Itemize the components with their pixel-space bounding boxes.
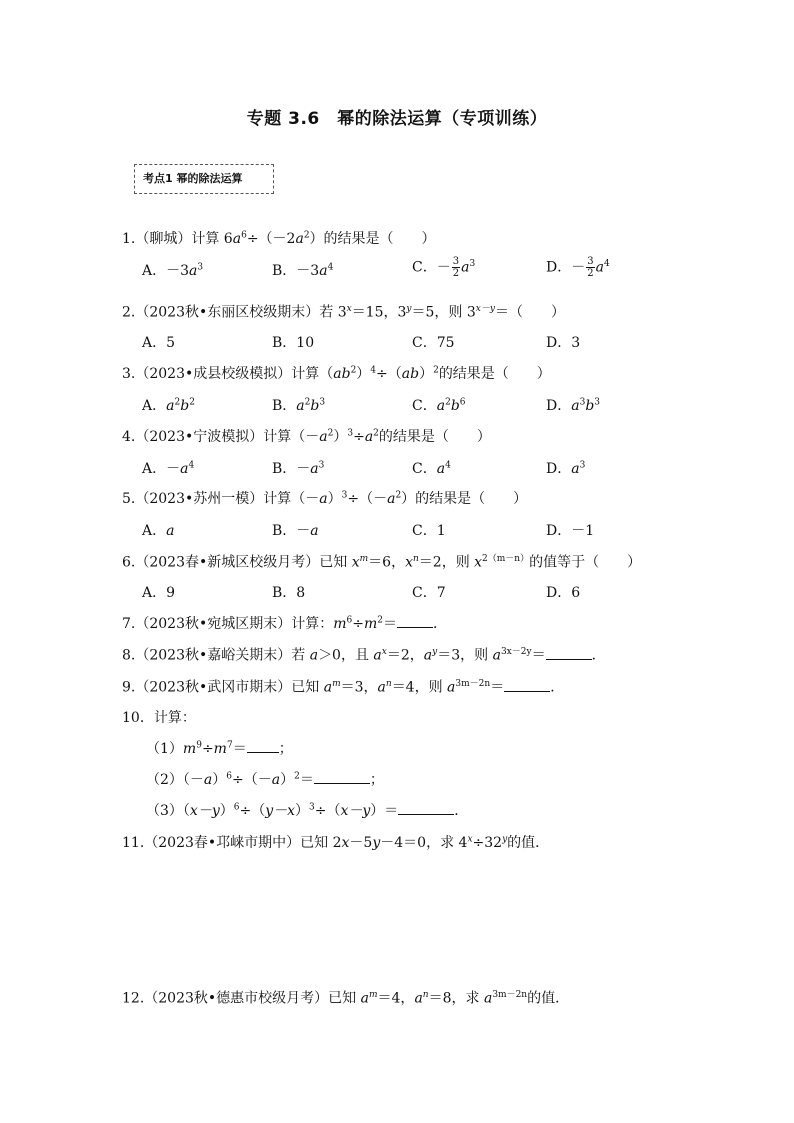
answer-blank[interactable] (314, 771, 370, 784)
answer-blank[interactable] (398, 802, 454, 815)
question-7: 7.（2023秋•宛城区期末）计算：$m^6\div m^2=$ ． (122, 615, 448, 632)
option-c: C．$a^2b^6$ (412, 397, 466, 414)
question-1: 1.（聊城）计算 $6a^6\div(-2a^2)$的结果是（ ） (122, 230, 436, 247)
question-11: 11.（2023春•邛崃市期中）已知 2x－5y－4＝0，求 $4^x\div 32^y$的值． (122, 834, 550, 851)
question-6-options (142, 582, 662, 604)
question-1-options (142, 256, 662, 282)
question-3-options (142, 395, 662, 417)
question-6: 6.（2023春•新城区校级月考）已知 $x^m=6$，$x^n=2$，则 $x^{2(m-n)}$的值等于（ ） (122, 554, 642, 571)
question-10-part-3: $(3)(x-y)^6\div(y-x)^3\div(x-y)=$ ． (146, 802, 469, 819)
option-c: C．7 (412, 585, 446, 601)
option-c: C．$a^4$ (412, 460, 451, 477)
option-c: C．－ $\frac{3}{2}$ $a^3$ (412, 256, 476, 279)
option-a: A．5 (142, 335, 176, 351)
question-5: 5.（2023•苏州一模）计算$(-a)^3\div(-a^2)$的结果是（ ） (122, 490, 528, 507)
option-b: B．－a (272, 523, 319, 539)
option-d: D．－1 (546, 523, 595, 539)
question-4-options (142, 458, 662, 480)
question-10-part-2: $(2)(-a)^6\div(-a)^2=$ ； (146, 771, 384, 788)
option-d: D．－ $\frac{3}{2}$ $a^4$ (546, 256, 610, 279)
question-12: 12.（2023秋•德惠市校级月考）已知 $a^m=4$，$a^n=8$，求 $a^{3m-2n}$的值． (122, 990, 570, 1007)
answer-blank[interactable] (397, 615, 433, 628)
question-2: 2.（2023秋•东丽区校级期末）若 $3^x=15$，$3^y=5$，则 $3^{x-y}=$（ ） (122, 304, 565, 321)
option-a: A．$-3a^3$ (142, 262, 204, 279)
option-c: C．1 (412, 523, 446, 539)
answer-blank[interactable] (504, 679, 550, 692)
option-a: A．a (142, 523, 175, 539)
question-8: 8.（2023秋•嘉峪关期末）若 a＞0，且 $a^x=2$，$a^y=3$，则 $a^{3x-2y}=$ ． (122, 647, 606, 664)
question-2-options (142, 332, 662, 354)
option-b: B．$a^2b^3$ (272, 397, 326, 414)
answer-blank[interactable] (546, 647, 592, 660)
option-b: B．8 (272, 585, 306, 601)
question-3: 3.（2023•成县校级模拟）计算$(ab^2)^4\div(ab)^2$的结果是（ ） (122, 365, 551, 382)
question-5-options (142, 520, 662, 542)
answer-blank[interactable] (247, 740, 279, 753)
section-label: 考点1 幂的除法运算 (143, 172, 243, 185)
option-b: B．$-3a^4$ (272, 262, 334, 279)
page-title: 专题 3.6 幂的除法运算（专项训练） (246, 109, 548, 129)
question-10-part-1: $(1)m^9\div m^7=$ ； (146, 740, 293, 757)
option-b: B．$-a^3$ (272, 460, 325, 477)
option-c: C．75 (412, 335, 455, 351)
option-b: B．10 (272, 335, 315, 351)
section-label-box (134, 164, 274, 194)
option-a: A．$-a^4$ (142, 460, 195, 477)
fraction: $\frac{3}{2}$ (452, 256, 460, 279)
option-d: D．3 (546, 335, 581, 351)
option-d: D．$a^3$ (546, 460, 586, 477)
question-10: 10．计算： (122, 710, 196, 726)
option-a: A．$a^2b^2$ (142, 397, 195, 414)
question-9: 9.（2023秋•武冈市期末）已知 $a^m=3$，$a^n=4$，则 $a^{3m-2n}=$ ． (122, 679, 565, 696)
option-d: D．6 (546, 585, 581, 601)
option-d: D．$a^3b^3$ (546, 397, 601, 414)
option-a: A．9 (142, 585, 176, 601)
fraction: $\frac{3}{2}$ (587, 256, 594, 279)
question-4: 4.（2023•宁波模拟）计算$(-a^2)^3\div a^2$的结果是（ ） (122, 428, 491, 445)
